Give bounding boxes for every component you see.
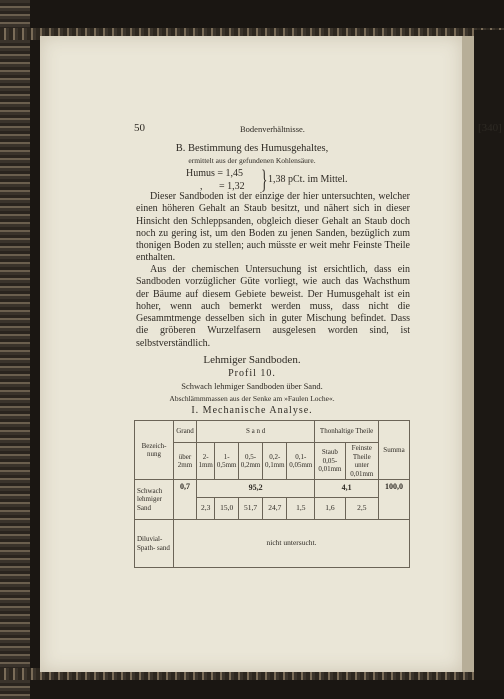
row1-feinste: 2,5 (345, 498, 378, 520)
formula-value-2: = 1,32 (219, 181, 245, 192)
header-thon: Thonhaltige Theile (315, 421, 379, 443)
formula-value-1: = 1,45 (217, 168, 244, 179)
row1-staub: 1,6 (315, 498, 345, 520)
formula-label-1: Humus (186, 168, 215, 179)
mechanical-analysis-table (134, 420, 410, 568)
subheader-staub: Staub 0,05- 0,01mm (315, 443, 345, 480)
profile-subtitle: Schwach lehmiger Sandboden über Sand. (181, 381, 323, 391)
subheader-sand-5: 0,1- 0,05mm (287, 443, 315, 480)
subheader-sand-3: 0,5- 0,2mm (238, 443, 262, 480)
row1-sand-5: 1,5 (287, 498, 315, 520)
page-header (92, 122, 502, 136)
row2-label: Diluvial- Spath- sand (135, 520, 174, 568)
header-bezeichnung: Bezeich- nung (135, 421, 174, 480)
profile-label: Profil 10. (228, 368, 276, 379)
section-subheading: ermittelt aus der gefundenen Kohlensäure. (188, 156, 316, 165)
row1-sand-2: 15,0 (215, 498, 239, 520)
subheader-sand-1: 2- 1mm (197, 443, 215, 480)
book-binding-left (0, 0, 30, 699)
header-grand: Grand (174, 421, 197, 443)
row1-grand: 0,7 (174, 480, 197, 520)
row1-summa: 100,0 (379, 480, 410, 520)
profile-note: Abschlämmmassen aus der Senke am »Faulen Loche«. (169, 394, 335, 403)
section-heading: B. Bestimmung des Humusgehaltes, (175, 143, 329, 154)
humus-formula (186, 167, 245, 193)
bracket-page-number: [340] (478, 122, 502, 134)
row1-label: Schwach lehmiger Sand (135, 480, 174, 520)
profile-title: Lehmiger Sandboden. (203, 354, 301, 366)
row2-note: nicht untersucht. (174, 520, 410, 568)
subheader-feinste: Feinste Theile unter 0,01mm (345, 443, 378, 480)
row1-sand-total: 95,2 (197, 480, 315, 498)
formula-label-2: , (200, 181, 203, 192)
subheader-grand: über 2mm (174, 443, 197, 480)
paragraph-2: Aus der chemischen Untersuchung ist ersichtlich, dass ein Sandboden vorzüglicher Güte vorliegt, wie auch das Wachsthum der Bäume auf diesem Gebiete beweist. Der Humusgehalt ist ein hoher, wenn auch bemerkt werden muss, dass nicht die Gesammtmenge desselben sich in guter Mischung befindet. Dass die gröberen Wurzelfasern ausgelesen worden sind, ist selbstverständlich. (136, 264, 410, 349)
row1-thon-total: 4,1 (315, 480, 379, 498)
subheader-sand-4: 0,2- 0,1mm (263, 443, 287, 480)
formula-result: 1,38 pCt. im Mittel. (268, 174, 348, 185)
formula-brace: } (261, 165, 268, 194)
header-summa: Summa (379, 421, 410, 480)
row1-sand-3: 51,7 (238, 498, 262, 520)
header-sand: S a n d (197, 421, 315, 443)
row1-sand-1: 2,3 (197, 498, 215, 520)
paragraph-1: Dieser Sandboden ist der einzige der hier untersuchten, welcher einen höheren Gehalt an Staub besitzt, und nähert sich in dieser Hinsicht den Schleppsanden, obgleich dieser Gehalt an Staub doch noch zu gering ist, um den Boden zu jenen Sanden, bezüglich zum thonigen Boden zu stellen; auch müsste er weit mehr Feinste Theile enthalten. (136, 191, 410, 264)
table-title: I. Mechanische Analyse. (191, 405, 313, 416)
row1-sand-4: 24,7 (263, 498, 287, 520)
running-title: Bodenverhältnisse. (240, 124, 305, 134)
subheader-sand-2: 1- 0,5mm (215, 443, 239, 480)
page-number: 50 (134, 122, 145, 134)
